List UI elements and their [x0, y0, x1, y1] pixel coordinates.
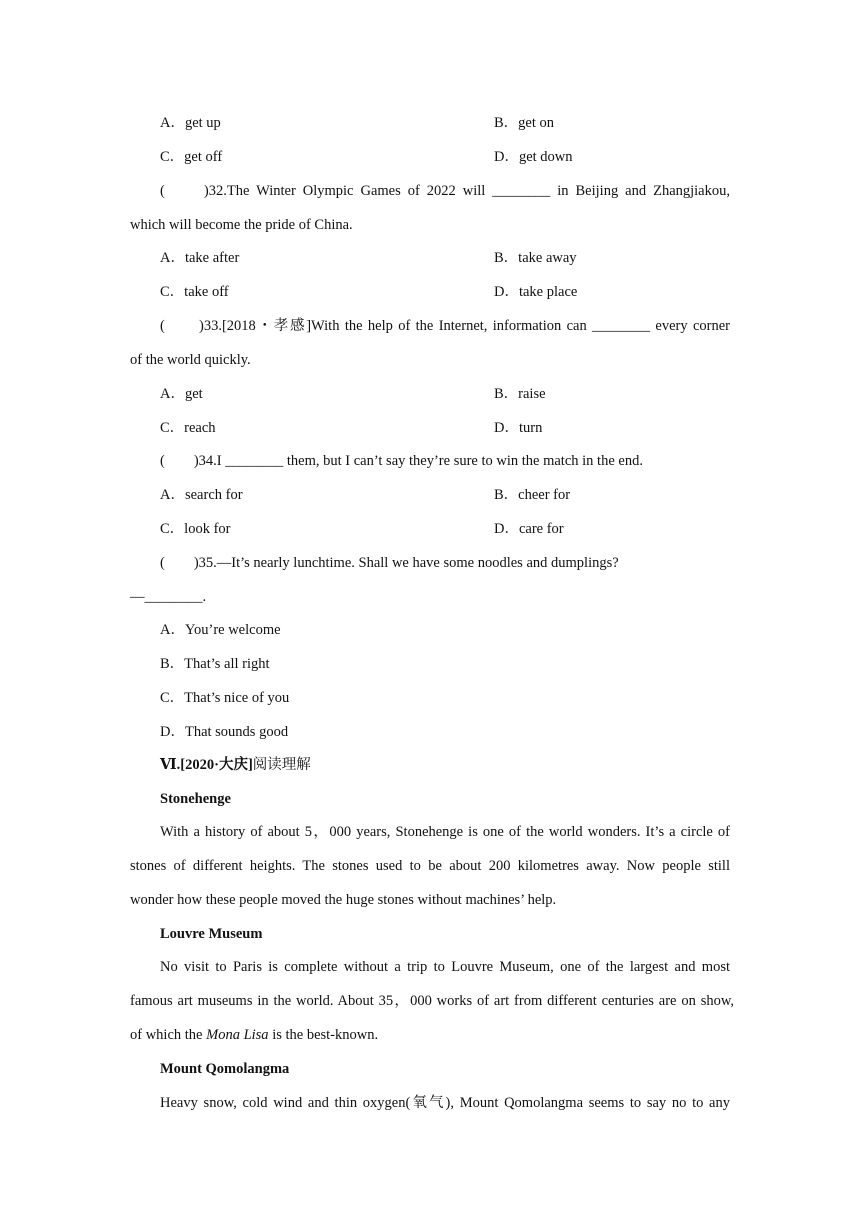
q32-stem-line2: which will become the pride of China.	[130, 217, 353, 233]
passage-line: With a history of about 5，000 years, Stonehenge is one of the world wonders. It’s a circle of	[160, 824, 730, 840]
passage-text: of which the	[130, 1027, 207, 1043]
section-heading-title: 阅读理解	[252, 757, 311, 773]
q35-option-a: A．You’re welcome	[160, 622, 281, 638]
q35-option-d: D．That sounds good	[160, 724, 289, 740]
q34-option-c: C．look for	[160, 521, 231, 537]
q33-option-b: B．raise	[494, 386, 546, 402]
q35-stem: ( )35.—It’s nearly lunchtime. Shall we have some noodles and dumplings?	[160, 555, 619, 571]
q33-option-c: C．reach	[160, 420, 216, 436]
q35-option-c: C．That’s nice of you	[160, 690, 290, 706]
q32-option-c: C．take off	[160, 284, 229, 300]
q33-stem-line2: of the world quickly.	[130, 352, 251, 368]
passage-line: No visit to Paris is complete without a trip to Louvre Museum, one of the largest and most	[160, 959, 730, 975]
q32-option-b: B．take away	[494, 250, 577, 266]
passage-text: is the best-known.	[268, 1027, 379, 1043]
q31-option-b: B．get on	[494, 115, 555, 131]
q31-option-c: C．get off	[160, 149, 223, 165]
passage-line: stones of different heights. The stones used to be about 200 kilometres away. Now people still	[130, 858, 730, 874]
passage-line	[130, 1026, 378, 1044]
q33-stem-line1: ( )33.[2018・孝感]With the help of the Internet, information can ________ every corner	[160, 318, 730, 334]
passage-line: Heavy snow, cold wind and thin oxygen(氧气), Mount Qomolangma seems to say no to any	[160, 1095, 730, 1111]
q34-option-a: A．search for	[160, 487, 243, 503]
passage-title-louvre: Louvre Museum	[160, 926, 263, 942]
passage-line: famous art museums in the world. About 35，000 works of art from different centuries are on show,	[130, 993, 734, 1009]
q31-option-d: D．get down	[494, 149, 573, 165]
passage-line: wonder how these people moved the huge stones without machines’ help.	[130, 892, 557, 908]
section-heading	[160, 756, 311, 774]
q32-option-d: D．take place	[494, 284, 578, 300]
q33-option-a: A．get	[160, 386, 203, 402]
q34-option-d: D．care for	[494, 521, 564, 537]
painting-name: Mona Lisa	[206, 1027, 269, 1043]
q35-answer-blank: —________.	[130, 589, 207, 605]
q34-stem: ( )34.I ________ them, but I can’t say they’re sure to win the match in the end.	[160, 453, 643, 469]
section-heading-source: Ⅵ.[2020·大庆]	[160, 757, 253, 773]
q33-option-d: D．turn	[494, 420, 543, 436]
q32-stem-line1: ( )32.The Winter Olympic Games of 2022 will ________ in Beijing and Zhangjiakou,	[160, 183, 730, 199]
q32-option-a: A．take after	[160, 250, 240, 266]
passage-title-qomolangma: Mount Qomolangma	[160, 1061, 290, 1077]
passage-title-stonehenge: Stonehenge	[160, 791, 231, 807]
q31-option-a: A．get up	[160, 115, 221, 131]
q34-option-b: B．cheer for	[494, 487, 571, 503]
q35-option-b: B．That’s all right	[160, 656, 270, 672]
